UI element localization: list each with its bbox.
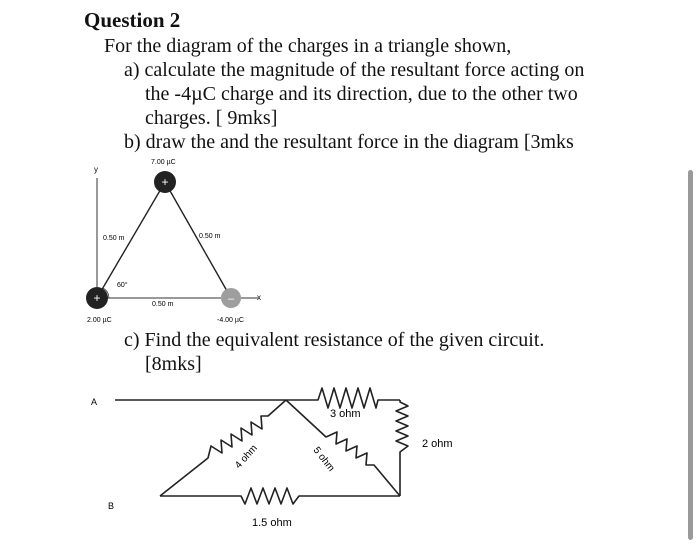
top-charge-label: 7.00 µC bbox=[151, 159, 176, 166]
bottom-side-label: 0.50 m bbox=[152, 301, 174, 308]
right-wire-2ohm bbox=[396, 400, 408, 496]
part-a-line-3: charges. [ 9mks] bbox=[145, 107, 278, 129]
resistor-1-5ohm-label: 1.5 ohm bbox=[252, 517, 292, 529]
question-title: Question 2 bbox=[84, 8, 181, 32]
part-a-line-1: a) calculate the magnitude of the resultant force acting on bbox=[124, 59, 585, 81]
part-c-line-2: [8mks] bbox=[145, 353, 202, 375]
right-charge-label: -4.00 µC bbox=[217, 317, 244, 324]
angle-label: 60° bbox=[117, 282, 128, 289]
resistor-3ohm-label: 3 ohm bbox=[330, 408, 361, 420]
vertical-scrollbar[interactable] bbox=[688, 170, 693, 540]
resistor-5ohm-label: 5 ohm bbox=[310, 445, 337, 474]
x-axis-label: x bbox=[257, 293, 261, 302]
left-side-label: 0.50 m bbox=[103, 235, 125, 242]
node-a-label: A bbox=[91, 397, 98, 407]
part-b: b) draw the and the resultant force in the diagram [3mks bbox=[124, 131, 574, 153]
top-wire-3ohm bbox=[115, 388, 400, 408]
plus-icon: + bbox=[161, 175, 169, 189]
part-c-line-1: c) Find the equivalent resistance of the given circuit. bbox=[124, 329, 545, 351]
plus-icon: + bbox=[93, 291, 101, 305]
left-charge-label: 2.00 µC bbox=[87, 317, 112, 324]
resistor-4ohm-label: 4 ohm bbox=[233, 442, 260, 472]
part-a-line-2: the -4µC charge and its direction, due to the other two bbox=[145, 83, 578, 105]
right-side-label: 0.50 m bbox=[199, 233, 221, 240]
diagonal-4ohm bbox=[160, 400, 286, 496]
resistor-2ohm-label: 2 ohm bbox=[422, 438, 453, 450]
node-b-label: B bbox=[108, 501, 115, 511]
bottom-wire-1-5ohm bbox=[160, 488, 400, 504]
minus-icon: – bbox=[227, 293, 235, 305]
question-intro: For the diagram of the charges in a triangle shown, bbox=[104, 35, 512, 57]
y-axis-label: y bbox=[94, 165, 98, 174]
